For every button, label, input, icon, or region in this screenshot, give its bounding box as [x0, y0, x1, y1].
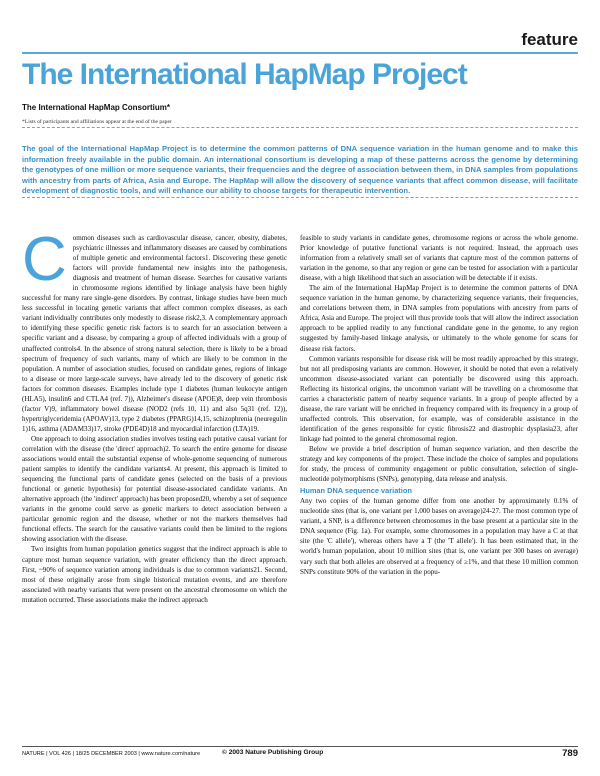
body-paragraph	[22, 225, 287, 434]
body-paragraph: One approach to doing association studies involves testing each putative causal variant for correlation with the disease (the 'direct' approach)2. To search the entire genome for disease associations would entail the substantial expense of whole-genome sequencing of numerous patient samples to identify the candidate variants4. At present, this approach is limited to sequencing the functional parts of candidate genes (selected on the basis of a previous functional or genetic hypothesis) for potential disease-associated candidate variants. An alternative approach (the 'indirect' approach) has been proposed20, whereby a set of sequence variants in the genome could serve as genetic markers to detect association between a particular genomic region and the disease, whether or not the markers themselves had functional effects. The search for the causative variants could then be limited to the regions showing association with the disease.	[22, 434, 287, 544]
body-paragraph: Any two copies of the human genome differ from one another by approximately 0.1% of nucleotide sites (that is, one variant per 1,000 bases on average)24-27. The most common type of variant, a SNP, is a difference between chromosomes in the base present at a particular site in the DNA sequence (Fig. 1a). For example, some chromosomes in a population may have a C at that site (the 'C allele'), whereas others have a T (the 'T allele'). It has been estimated that, in the world's human population, about 10 million sites (that is, one variant per 300 bases on average) vary such that both alleles are observed at a frequency of ≥1%, and that these 10 million common SNPs constitute 90% of the variation in the popu-	[300, 497, 578, 576]
body-paragraph: Common variants responsible for disease risk will be most readily approached by this strategy, but not all predisposing variants are common. However, it should be noted that even a relatively uncommon disease-associated variant can potentially be discovered using this approach. Reflecting its historical origins, the uncommon variant will be travelling on a chromosome that carries a characteristic pattern of nearby sequence variants. In a group of people affected by a disease, the rare variant will be enriched in frequency compared with its frequency in a group of unaffected controls. This observation, for example, was of considerable assistance in the identification of the genes responsible for cystic fibrosis22 and diastrophic dysplasia23, after linkage had pointed to the general chromosomal region.	[300, 354, 578, 443]
divider	[22, 197, 578, 198]
affiliation-note: *Lists of participants and affiliations appear at the end of the paper	[22, 119, 172, 125]
drop-cap: C	[22, 225, 67, 294]
footer-rule	[22, 746, 578, 747]
page-title: The International HapMap Project	[22, 58, 467, 91]
divider	[22, 127, 578, 128]
body-text: ommon diseases such as cardiovascular disease, cancer, obesity, diabetes, psychiatric illnesses and inflammatory diseases are caused by combinations of multiple genetic and environmental factors1. Discovering these genetic factors will provide fundamental new insights into the pathogenesis, diagnosis and treatment of human disease. Searches for causative variants in chromosome regions identified by linkage analysis have been highly successful for many rare single-gene disorders. By contrast, linkage studies have been much less successful in locating genetic variants that affect common complex diseases, as each variant individually contributes only modestly to disease risk2,3. A complementary approach to identifying these specific genetic risk factors is to search for an association between a specific variant and a disease, by comparing a group of affected individuals with a group of unaffected controls4. In the absence of strong natural selection, there is likely to be a broad spectrum of frequency of such variants, many of which are likely to be common in the population. A number of association studies, focused on candidate genes, regions of linkage to a disease or more large-scale surveys, have already led to the discovery of genetic risk factors for common diseases. Examples include type 1 diabetes (human leukocyte antigen (HLA5), insulin6 and CTLA4 (ref. 7)), Alzheimer's disease (APOE)8, deep vein thrombosis (factor V)9, inflammatory bowel disease (NOD2 (refs 10, 11) and also 5q31 (ref. 12)), hypertriglyceridemia (APOAV)13, type 2 diabetes (PPARG)14,15, schizophrenia (neuregulin 1)16, asthma (ADAM33)17, stroke (PDE4D)18 and myocardial infarction (LTA)19.	[22, 234, 287, 433]
page-number: 789	[562, 748, 578, 759]
body-paragraph: Two insights from human population genetics suggest that the indirect approach is able to capture most human sequence variation, with greater efficiency than the direct approach. First, ~90% of sequence variation among individuals is due to common variants21. Second, most of these originally arose from single historical mutation events, and are therefore associated with nearby variants that were present on the ancestral chromosome on which the mutation occurred. These associations make the indirect approach	[22, 545, 287, 604]
body-column-left	[22, 225, 287, 605]
publisher-copyright: © 2003 Nature Publishing Group	[222, 749, 324, 756]
header-rule	[22, 52, 578, 54]
body-column-right	[300, 233, 578, 577]
abstract: The goal of the International HapMap Project is to determine the common patterns of DNA sequence variation in the human genome and to make this information freely available in the public domain. An international consortium is developing a map of these patterns across the genome by determining the genotypes of one million or more sequence variants, their frequencies and the degree of association between them, in DNA samples from populations with ancestry from parts of Africa, Asia and Europe. The HapMap will allow the discovery of sequence variants that affect common disease, will facilitate development of diagnostic tools, and will enhance our ability to choose targets for therapeutic intervention.	[22, 144, 578, 196]
section-label: feature	[521, 30, 578, 49]
body-paragraph: Below we provide a brief description of human sequence variation, and then describe the strategy and key components of the project. These include the choice of samples and populations for study, the process of community engagement or public consultation, selection of single-nucleotide polymorphisms (SNPs), genotyping, data release and analysis.	[300, 444, 578, 484]
body-paragraph: The aim of the International HapMap Project is to determine the common patterns of DNA sequence variation in the human genome, by characterizing sequence variants, their frequencies, and correlations between them, in DNA samples from populations with ancestry from parts of Africa, Asia and Europe. The project will thus provide tools that will allow the indirect association approach to be applied readily to any functional candidate gene in the genome, to any region suggested by family-based linkage analysis, or ultimately to the whole genome for scans for disease risk factors.	[300, 284, 578, 353]
body-paragraph: feasible to study variants in candidate genes, chromosome regions or across the whole genome. Prior knowledge of putative functional variants is not required. Instead, the approach uses information from a relatively small set of variants that capture most of the common patterns of variation in the genome, so that any region or gene can be tested for association with a particular disease, with a high likelihood that such an association will be detectable if it exists.	[300, 234, 578, 283]
journal-citation: NATURE | VOL 426 | 18/25 DECEMBER 2003 | www.nature.com/nature	[22, 751, 201, 757]
author-line: The International HapMap Consortium*	[22, 103, 171, 112]
section-heading: Human DNA sequence variation	[300, 486, 412, 496]
